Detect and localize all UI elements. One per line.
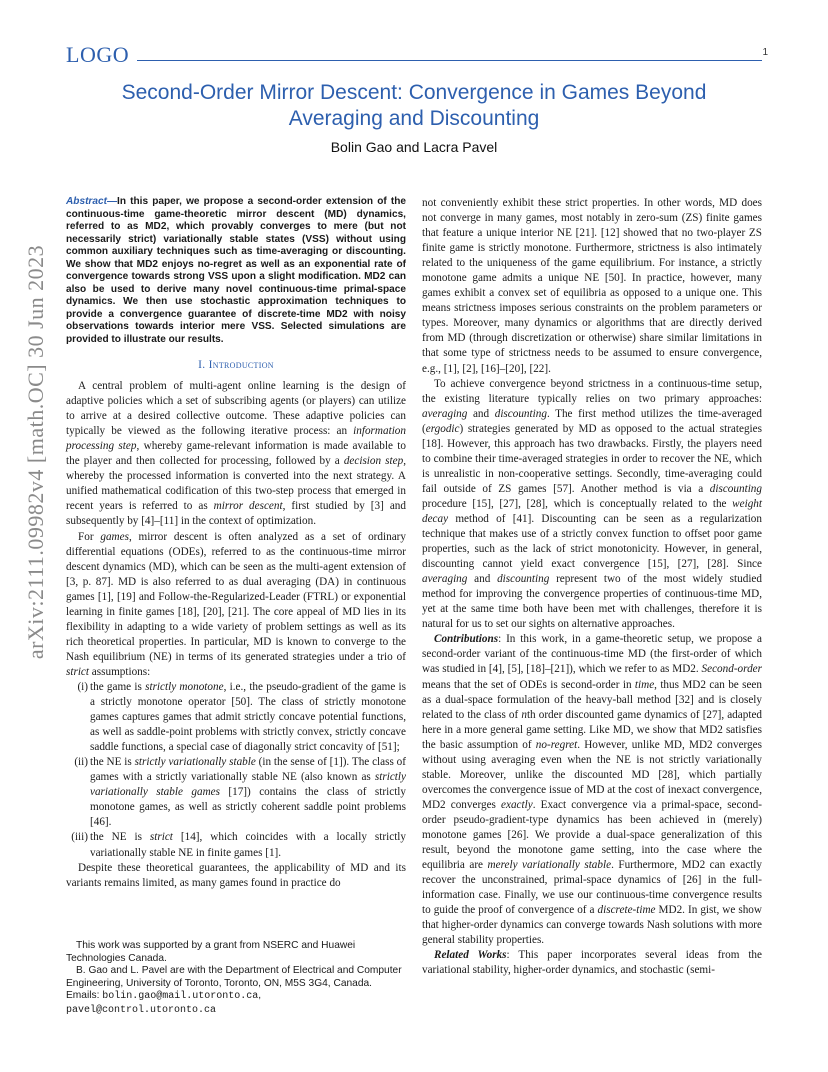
- header-rule: [137, 60, 762, 61]
- page-number: 1: [762, 47, 768, 58]
- abstract-text: In this paper, we propose a second-order extension of the continuous-time game-theoretic mirror descent (MD) dynamics, referred to as MD2, which provably converges to mere (but not necessarily strict) variationally stable states (VSS) without using common auxiliary techniques such as time-averaging or discounting. We show that MD2 enjoys no-regret as well as an exponential rate of convergence towards strong VSS upon a slight modification. MD2 can also be used to derive many novel continuous-time primal-space dynamics. We then use stochastic approximation techniques to provide a convergence guarantee of discrete-time MD2 with noisy observations towards interior mere VSS. Selected simulations are provided to illustrate our results.: [66, 196, 406, 345]
- assumption-list: [66, 680, 406, 861]
- contributions-label: Contributions: [434, 633, 499, 646]
- assumption-item: (ii) the NE is strictly variationally stable (in the sense of [1]). The class of games with a strictly variationally stable NE (also known as strictly variationally stable games [17]) contains the class of strictly monotone games, as well as strictly coherent saddle point problems [46].: [74, 756, 406, 829]
- paper-title: Second-Order Mirror Descent: Convergence in Games Beyond Averaging and Discounting: [121, 81, 707, 130]
- assumption-item: (iii) the NE is strict [14], which coincides with a locally strictly variationally stable NE in finite games [1].: [71, 831, 406, 859]
- intro-paragraph-2: For games, mirror descent is often analyzed as a set of ordinary differential equations (ODEs), referred to as the continuous-time mirror descent dynamics (MD), which can be seen as the multi-agent extension of [3, p. 87]. MD is also referred to as dual averaging (DA) in continuous games [1], [19] and Follow-the-Regularized-Leader (FTRL) or exponential learning in finite games [18], [20], [21]. The core appeal of MD lies in its flexibility in adapting to a wide variety of problem settings as well as its rich theoretical properties. In particular, MD is known to converge to the Nash equilibrium (NE) in terms of its generated strategies under a trio of strict assumptions:: [66, 530, 406, 678]
- section-number: I.: [198, 359, 206, 371]
- section-heading: [66, 358, 406, 373]
- contributions-paragraph: Contributions: In this work, in a game-theoretic setup, we propose a second-order variant of the continuous-time MD (the first-order of which was studied in [4], [5], [18]–[21]), which we refer to as MD2. Second-order means that the set of ODEs is second-order in time, thus MD2 can be seen as a dual-space formulation of the heavy-ball method [32] and is closely related to the class of nth order discounted game dynamics of [27], adapted here in a more general game setting. Like MD, we show that MD2 satisfies the basic assumption of no-regret. However, unlike MD, MD2 converges without using averaging even when the NE is not strictly variationally stable. Moreover, unlike the discounted MD [28], which partially overcomes the convergence issue of MD at the cost of inexact convergence, MD2 converges exactly. Exact convergence via a primal-space, second-order pseudo-gradient-type dynamics has been achieved in (merely) monotone games [26]. We provide a dual-space generalization of this result, beyond the monotone game setting, into the case where the equilibria are merely variationally stable. Furthermore, MD2 can exactly recover the unconstrained, primal-space dynamics of [26] in the full-information case. Finally, we use our continuous-time convergence results to guide the proof of convergence of a discrete-time MD2. In gist, we show that higher-order dynamics can converge towards Nash solutions with more general stability properties.: [422, 633, 763, 947]
- related-works-label: Related Works: [434, 949, 507, 962]
- intro-paragraph-3: Despite these theoretical guarantees, the applicability of MD and its variants remains limited, as many games found in practice do: [66, 861, 406, 889]
- assumption-item: (i) the game is strictly monotone, i.e., the pseudo-gradient of the game is a strictly monotone operator [50]. The class of strictly monotone games captures games that admit strictly concave potential functions, as well as saddle-point problems with strictly convex, strictly concave saddle functions, a special case of diagonally strict concavity of [51];: [77, 680, 406, 754]
- section-title: Introduction: [208, 359, 274, 371]
- paper-authors: Bolin Gao and Lacra Pavel: [330, 139, 498, 155]
- intro-paragraph-5: To achieve convergence beyond strictness in a continuous-time setup, the existing literature typically relies on two primary approaches: averaging and discounting. The first method utilizes the time-averaged (ergodic) strategies generated by MD as opposed to the actual strategies [18]. However, this approach has two drawbacks. Firstly, the players need to combine their time-averaged strategies in order to recover the NE, which is unrealistic in non-cooperative settings. Secondly, time-averaging could fail outside of ZS games [57]. Another method is via a discounting procedure [15], [27], [28], which is conceptually related to the weight decay method of [41]. Discounting can be seen as a regularization technique that makes use of a strictly convex function to offset poor game properties, such as the lack of strict monotonicity. However, in general, discounting cannot yield exact convergence [15], [27], [28]. Since averaging and discounting represent two of the most widely studied method for improving the convergence properties of continuous-time MD, yet at the same time both have been met with challenges, therefore it is natural for us to set our sights on alternative approaches.: [422, 377, 763, 631]
- right-column: [422, 196, 762, 978]
- email-link[interactable]: pavel@control.utoronto.ca: [66, 1004, 217, 1016]
- affiliation-footnote: B. Gao and L. Pavel are with the Department of Electrical and Computer Engineering, University of Toronto, Toronto, ON, M5S 3G4, Canada. Emails: bolin.gao@mail.utoronto.ca, pavel@control.utoronto.ca: [66, 965, 402, 1016]
- arxiv-stamp: [22, 244, 50, 660]
- abstract-label: Abstract—: [66, 196, 118, 207]
- arxiv-stamp-text: arXiv:2111.09982v4 [math.OC] 30 Jun 2023: [23, 244, 48, 660]
- intro-paragraph-4: not conveniently exhibit these strict properties. In other words, MD does not converge in many games, most notably in zero-sum (ZS) finite games that feature a unique interior NE [21]. [12] showed that no two-player ZS finite game is strictly monotone. Furthermore, strictness is also intimately related to the uniqueness of the game equilibrium. For instance, a strictly monotone game admits a unique NE [50]. In practice, however, many games exhibit a convex set of equilibria as opposed to a unique one. This means strictness imposes serious constraints on the problem parameters or types. Moreover, many dynamics or algorithms that are directly derived from MD (through discretization or otherwise) share similar limitations in that some type of strictness needs to be assumed to ensure convergence, e.g., [1], [2], [16]–[20], [22].: [422, 197, 762, 375]
- funding-footnote: This work was supported by a grant from NSERC and Huawei Technologies Canada.: [66, 940, 356, 964]
- related-works-paragraph: Related Works: This paper incorporates several ideas from the variational stability, higher-order dynamics, and stochastic (semi-: [422, 949, 762, 977]
- intro-paragraph-1: A central problem of multi-agent online learning is the design of adaptive policies which a set of subscribing agents (or players) can utilize to arrive at a desired collective outcome. These adaptive policies can typically be viewed as the following iterative process: an information processing step, whereby game-relevant information is made available to the player and then collected for processing, followed by a decision step, whereby the processed information is converted into the next strategy. A unified mathematical codification of this two-step process that emerged in recent years is referred to as mirror descent, first studied by [3] and subsequently by [4]–[11] in the context of optimization.: [66, 380, 406, 528]
- abstract: [66, 196, 406, 346]
- footnotes: [66, 940, 406, 1017]
- logo: LOGO: [66, 42, 130, 67]
- left-column: [66, 196, 406, 891]
- email-link[interactable]: bolin.gao@mail.utoronto.ca: [102, 991, 259, 1002]
